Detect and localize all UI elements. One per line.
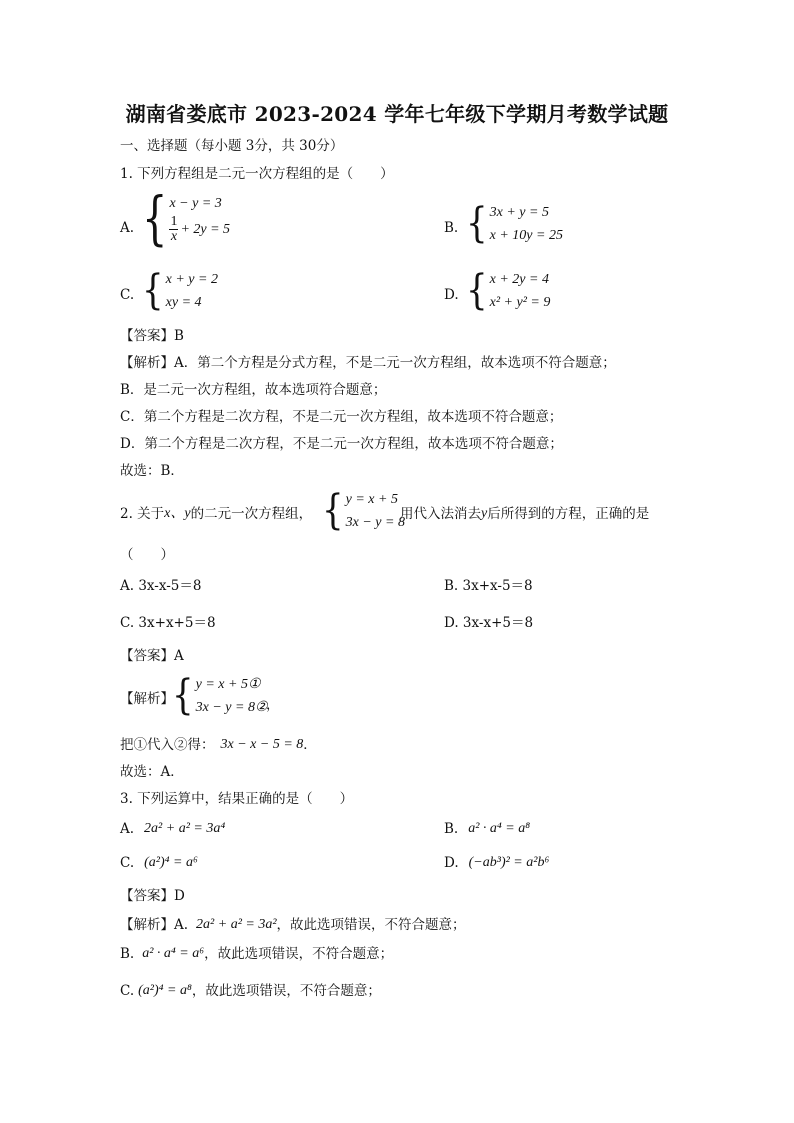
q3-expl-b-expr: a² · a⁴ = a⁶	[142, 946, 205, 961]
q3-expl-c-pre: C.	[120, 983, 135, 999]
q2-sub-expr: 3x − x − 5 = 8	[220, 737, 304, 752]
q3-option-b	[444, 820, 530, 838]
q2-explanation-label: 【解析】	[120, 691, 174, 707]
q3-a-label: A.	[120, 821, 135, 837]
q1-a-eq2	[169, 215, 230, 245]
fraction-denominator: x	[170, 229, 178, 245]
q3-d-label: D.	[444, 855, 459, 871]
fraction-numerator: 1	[170, 214, 178, 230]
q1-option-d-label: D.	[444, 287, 459, 303]
q1-explanation-3: C．第二个方程是二次方程，不是二元一次方程组，故本选项不符合题意；	[120, 409, 563, 425]
q3-expl-a-post: ，故此选项错误，不符合题意；	[276, 917, 466, 933]
q2-sub-end: ．	[303, 737, 317, 753]
q3-option-c	[120, 854, 198, 872]
q2-system	[322, 488, 405, 534]
q3-expl-c-expr: (a²)⁴ = a⁸	[138, 983, 192, 998]
q3-answer: 【答案】D	[120, 888, 185, 904]
q2-explanation-comma: ，	[266, 697, 280, 713]
q1-option-a-label: A.	[120, 220, 135, 236]
q2-sub-pre: 把①代入②得：	[120, 737, 215, 753]
q1-explanation-2: B．是二元一次方程组，故本选项符合题意；	[120, 382, 387, 398]
q2-stem-var-y: y	[481, 506, 488, 521]
q2-answer: 【答案】A	[120, 648, 184, 664]
brace-icon: {	[466, 200, 488, 248]
q1-stem: 1. 下列方程组是二元一次方程组的是（ ）	[120, 166, 394, 182]
q1-d-eq2: x² + y² = 9	[489, 295, 551, 310]
q3-stem: 3. 下列运算中，结果正确的是（ ）	[120, 791, 354, 807]
q1-c-eq1: x + y = 2	[165, 272, 218, 287]
q1-option-b-system	[466, 201, 563, 247]
q3-b-expr: a² · a⁴ = a⁸	[468, 821, 531, 836]
q3-expl-c-post: ，故此选项错误，不符合题意；	[191, 983, 381, 999]
q1-option-a-system	[142, 185, 231, 253]
q3-explanation-a	[120, 916, 466, 934]
q1-explanation-1: 【解析】A．第二个方程是分式方程，不是二元一次方程组，故本选项不符合题意；	[120, 355, 616, 371]
q1-c-eq2: xy = 4	[165, 295, 202, 310]
q3-expl-b-pre: B.	[120, 946, 135, 962]
q2-stem-mid: 的二元一次方程组，	[190, 506, 313, 522]
q2-stem-vars: x、y	[164, 506, 191, 521]
brace-icon: {	[172, 672, 194, 720]
brace-icon: {	[142, 267, 164, 315]
q2-option-d: D. 3x-x+5＝8	[444, 615, 534, 631]
q1-conclusion: 故选：B．	[120, 463, 184, 479]
q1-option-b-label: B.	[444, 220, 459, 236]
brace-icon: {	[142, 185, 168, 253]
q2-stem	[120, 505, 312, 523]
q3-option-d	[444, 854, 549, 872]
q1-a-eq2-rest: + 2y = 5	[180, 222, 231, 237]
q1-a-eq1: x − y = 3	[169, 196, 222, 211]
q2-stem-pre: 2. 关于	[120, 506, 165, 522]
q1-b-eq2: x + 10y = 25	[489, 228, 563, 243]
q3-explanation-b	[120, 945, 393, 963]
q3-d-expr: (−ab³)² = a²b⁶	[468, 855, 550, 870]
q2-substitution	[120, 736, 317, 754]
q1-b-eq1: 3x + y = 5	[489, 205, 549, 220]
q1-option-c-label: C.	[120, 287, 135, 303]
document-title: 湖南省娄底市 2023-2024 学年七年级下学期月考数学试题	[125, 102, 669, 126]
q3-explanation-c	[120, 982, 381, 1000]
q3-a-expr: 2a² + a² = 3a⁴	[144, 821, 226, 836]
brace-icon: {	[322, 487, 344, 535]
q2-stem-tail	[400, 505, 649, 523]
q2-sys-eq1: y = x + 5	[345, 492, 398, 507]
q1-a-fraction	[169, 215, 178, 244]
q1-explanation-4: D．第二个方程是二次方程，不是二元一次方程组，故本选项不符合题意；	[120, 436, 563, 452]
q3-b-label: B.	[444, 821, 459, 837]
q1-answer: 【答案】B	[120, 328, 184, 344]
q2-paren: （ ）	[120, 547, 174, 563]
q2-expl-eq2: 3x − y = 8②	[195, 700, 268, 715]
q3-expl-b-post: ，故此选项错误，不符合题意；	[204, 946, 394, 962]
section-heading: 一、选择题（每小题 3分，共 30分）	[120, 138, 344, 154]
q3-expl-a-pre: 【解析】A.	[120, 917, 189, 933]
q2-option-c: C. 3x+x+5＝8	[120, 615, 216, 631]
q2-expl-eq1: y = x + 5①	[195, 677, 261, 692]
q2-stem-post: 用代入法消去	[400, 506, 481, 522]
q3-c-expr: (a²)⁴ = a⁶	[144, 855, 198, 870]
q2-sys-eq2: 3x − y = 8	[345, 515, 405, 530]
brace-icon: {	[466, 267, 488, 315]
q2-explanation-system	[172, 673, 268, 719]
q1-d-eq1: x + 2y = 4	[489, 272, 549, 287]
q2-option-b: B. 3x+x-5＝8	[444, 578, 533, 594]
q2-option-a: A. 3x-x-5＝8	[120, 578, 202, 594]
q2-conclusion: 故选：A．	[120, 764, 184, 780]
q3-option-a	[120, 820, 225, 838]
q3-c-label: C.	[120, 855, 135, 871]
q3-expl-a-expr: 2a² + a² = 3a²	[196, 917, 277, 932]
q2-stem-end: 后所得到的方程，正确的是	[487, 506, 650, 522]
q1-option-c-system	[142, 268, 218, 314]
q1-option-d-system	[466, 268, 550, 314]
